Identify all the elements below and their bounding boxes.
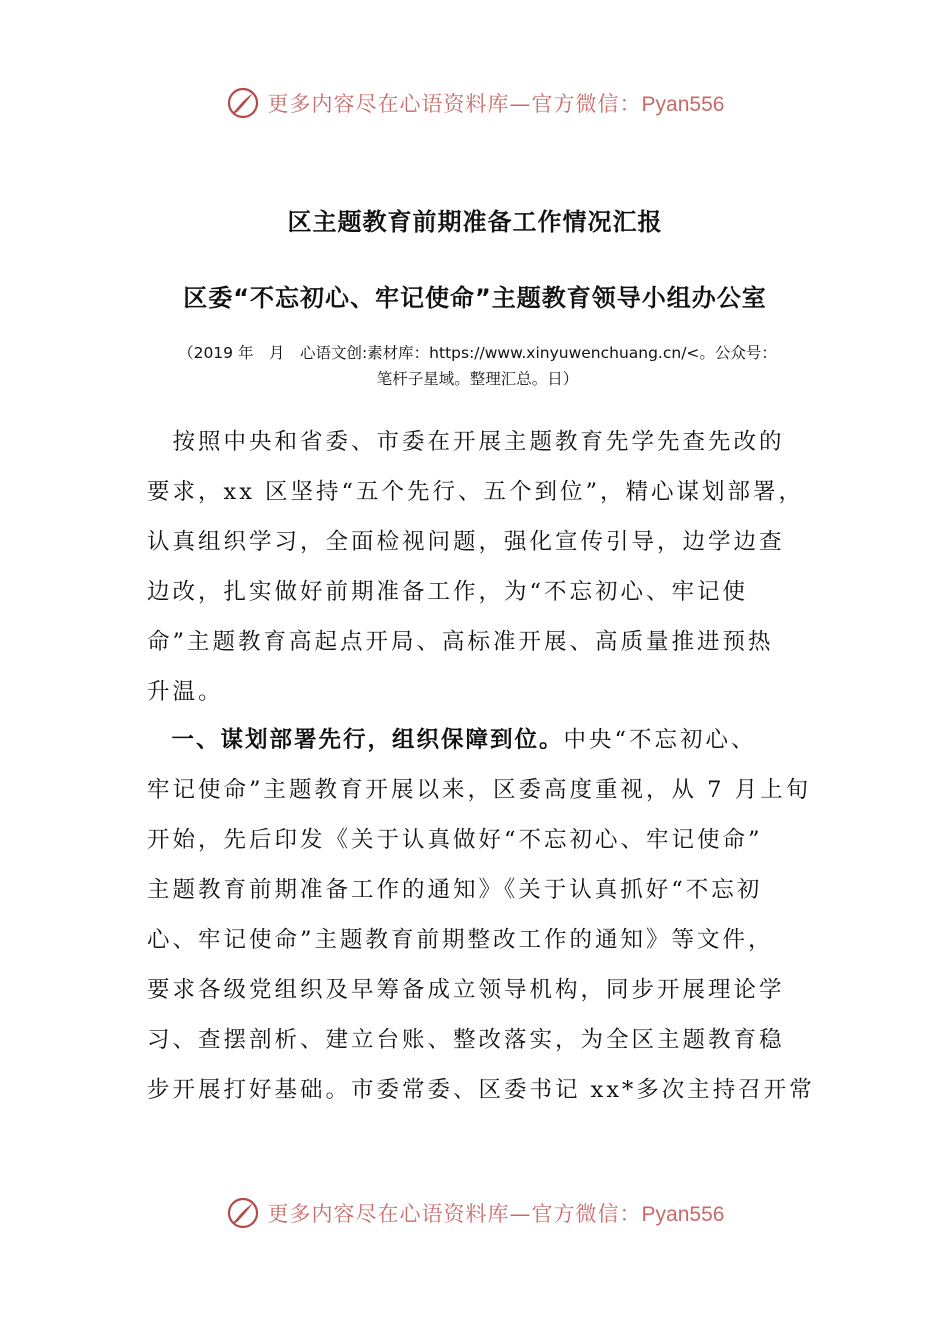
watermark-text xyxy=(268,1198,725,1228)
quill-logo-icon xyxy=(226,1196,260,1230)
watermark-handle: Pyan556 xyxy=(641,1203,725,1226)
quill-logo-icon xyxy=(226,86,260,120)
section-heading-line xyxy=(147,715,807,765)
section-heading: 一、谋划部署先行，组织保障到位。 xyxy=(147,727,564,753)
paragraph-line: 主题教育前期准备工作的通知》《关于认真抓好“不忘初 xyxy=(147,877,763,903)
watermark-label: 更多内容尽在心语资料库—官方微信： xyxy=(267,92,642,116)
document-title: 区主题教育前期准备工作情况汇报 xyxy=(287,208,663,236)
date-note-line: 笔杆子星域。整理汇总。日） xyxy=(376,370,579,388)
paragraph-line: 认真组织学习，全面检视问题，强化宣传引导，边学边查 xyxy=(147,529,785,555)
date-note-line: （2019 年 月 心语文创:素材库：https://www.xinyuwenchuang.cn/<。公众号： xyxy=(178,344,777,362)
watermark-handle: Pyan556 xyxy=(641,93,725,116)
watermark-text xyxy=(268,88,725,118)
paragraph-line: 步开展打好基础。市委常委、区委书记 xx*多次主持召开常 xyxy=(147,1077,815,1103)
paragraph-section-one xyxy=(147,715,815,1115)
paragraph-line: 升温。 xyxy=(147,679,224,705)
date-note xyxy=(145,340,810,392)
paragraph-line: 心、牢记使命”主题教育前期整改工作的通知》等文件， xyxy=(147,927,774,953)
watermark-label: 更多内容尽在心语资料库—官方微信： xyxy=(267,1202,642,1226)
paragraph-line: 开始，先后印发《关于认真做好“不忘初心、牢记使命” xyxy=(147,827,763,853)
paragraph-line: 要求各级党组织及早筹备成立领导机构，同步开展理论学 xyxy=(147,977,785,1003)
paragraph-line: 牢记使命”主题教育开展以来，区委高度重视，从 7 月上旬 xyxy=(147,777,812,803)
paragraph-line: 按照中央和省委、市委在开展主题教育先学先查先改的 xyxy=(147,429,785,455)
document-subtitle: 区委“不忘初心、牢记使命”主题教育领导小组办公室 xyxy=(183,284,767,312)
paragraph-line: 要求，xx 区坚持“五个先行、五个到位”，精心谋划部署， xyxy=(147,479,805,505)
watermark-banner-top xyxy=(0,83,950,123)
paragraph-line: 命”主题教育高起点开局、高标准开展、高质量推进预热 xyxy=(147,629,774,655)
watermark-banner-bottom xyxy=(0,1193,950,1233)
paragraph-line: 边改，扎实做好前期准备工作，为“不忘初心、牢记使 xyxy=(147,579,749,605)
paragraph-line: 习、查摆剖析、建立台账、整改落实，为全区主题教育稳 xyxy=(147,1027,785,1053)
paragraph-intro xyxy=(147,417,807,717)
paragraph-line-rest: 中央“不忘初心、 xyxy=(563,727,757,753)
